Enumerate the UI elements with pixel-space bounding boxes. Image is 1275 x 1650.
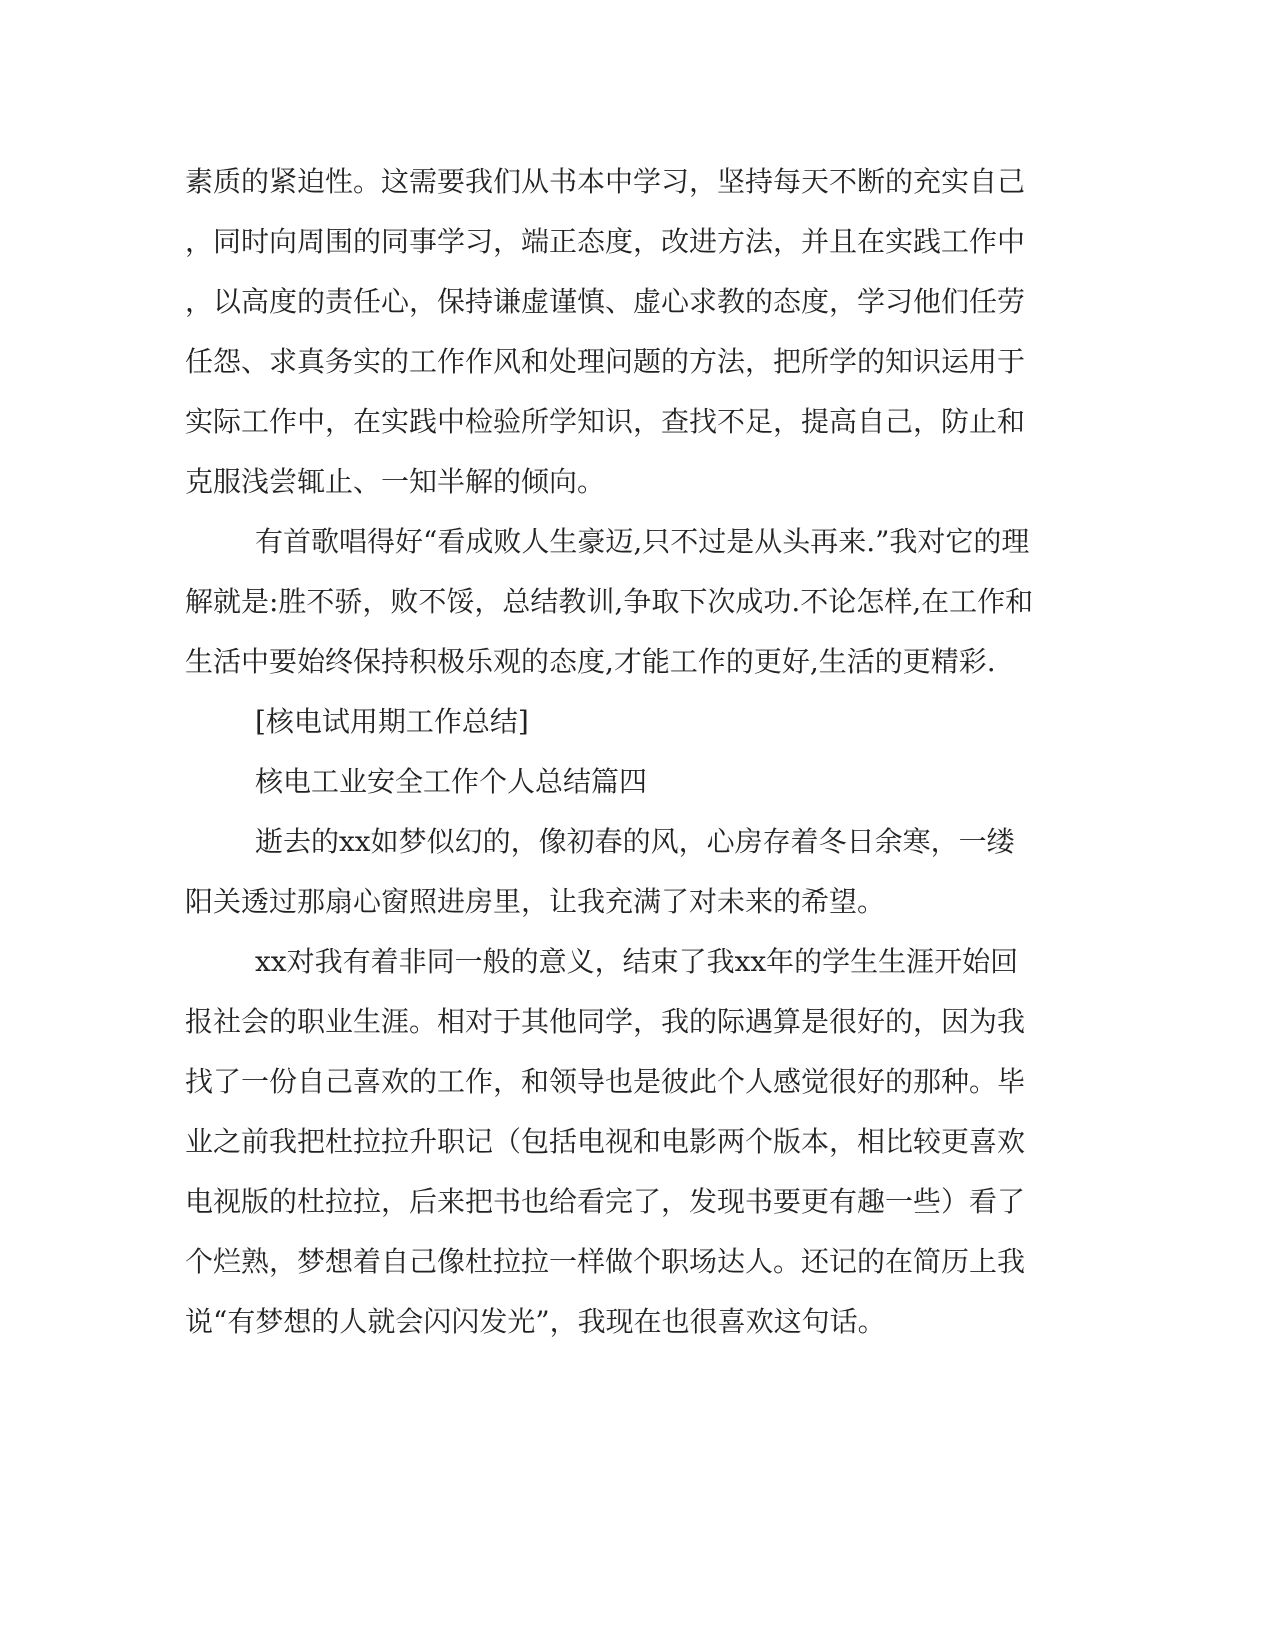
document-body [185, 152, 1045, 1352]
body-line: 实际工作中，在实践中检验所学知识，查找不足，提高自己，防止和 [185, 405, 1026, 438]
body-line: 逝去的xx如梦似幻的，像初春的风，心房存着冬日余寒，一缕 [255, 825, 1015, 858]
body-line: 任怨、求真务实的工作作风和处理问题的方法，把所学的知识运用于 [185, 345, 1026, 378]
body-line: 解就是:胜不骄，败不馁，总结教训,争取下次成功.不论怎样,在工作和 [185, 585, 1034, 618]
body-line: 报社会的职业生涯。相对于其他同学，我的际遇算是很好的，因为我 [185, 1005, 1026, 1038]
body-line: 有首歌唱得好“看成败人生豪迈,只不过是从头再来.”我对它的理 [255, 525, 1030, 558]
section-tag: [核电试用期工作总结] [255, 705, 529, 738]
body-line: 业之前我把杜拉拉升职记（包括电视和电影两个版本，相比较更喜欢 [185, 1125, 1026, 1158]
body-line: xx对我有着非同一般的意义，结束了我xx年的学生生涯开始回 [255, 945, 1019, 978]
body-line: 克服浅尝辄止、一知半解的倾向。 [185, 465, 606, 498]
body-line: ，同时向周围的同事学习，端正态度，改进方法，并且在实践工作中 [185, 225, 1026, 258]
body-line: ，以高度的责任心，保持谦虚谨慎、虚心求教的态度，学习他们任劳 [185, 285, 1026, 318]
body-line: 个烂熟，梦想着自己像杜拉拉一样做个职场达人。还记的在简历上我 [185, 1245, 1026, 1278]
body-line: 阳关透过那扇心窗照进房里，让我充满了对未来的希望。 [185, 885, 886, 918]
body-line: 生活中要始终保持积极乐观的态度,才能工作的更好,生活的更精彩. [185, 645, 996, 678]
body-line: 找了一份自己喜欢的工作，和领导也是彼此个人感觉很好的那种。毕 [185, 1065, 1026, 1098]
body-line: 电视版的杜拉拉，后来把书也给看完了，发现书要更有趣一些）看了 [185, 1185, 1026, 1218]
section-heading: 核电工业安全工作个人总结篇四 [255, 765, 648, 798]
body-line: 说“有梦想的人就会闪闪发光”，我现在也很喜欢这句话。 [185, 1305, 886, 1338]
body-line: 素质的紧迫性。这需要我们从书本中学习，坚持每天不断的充实自己 [185, 165, 1026, 198]
